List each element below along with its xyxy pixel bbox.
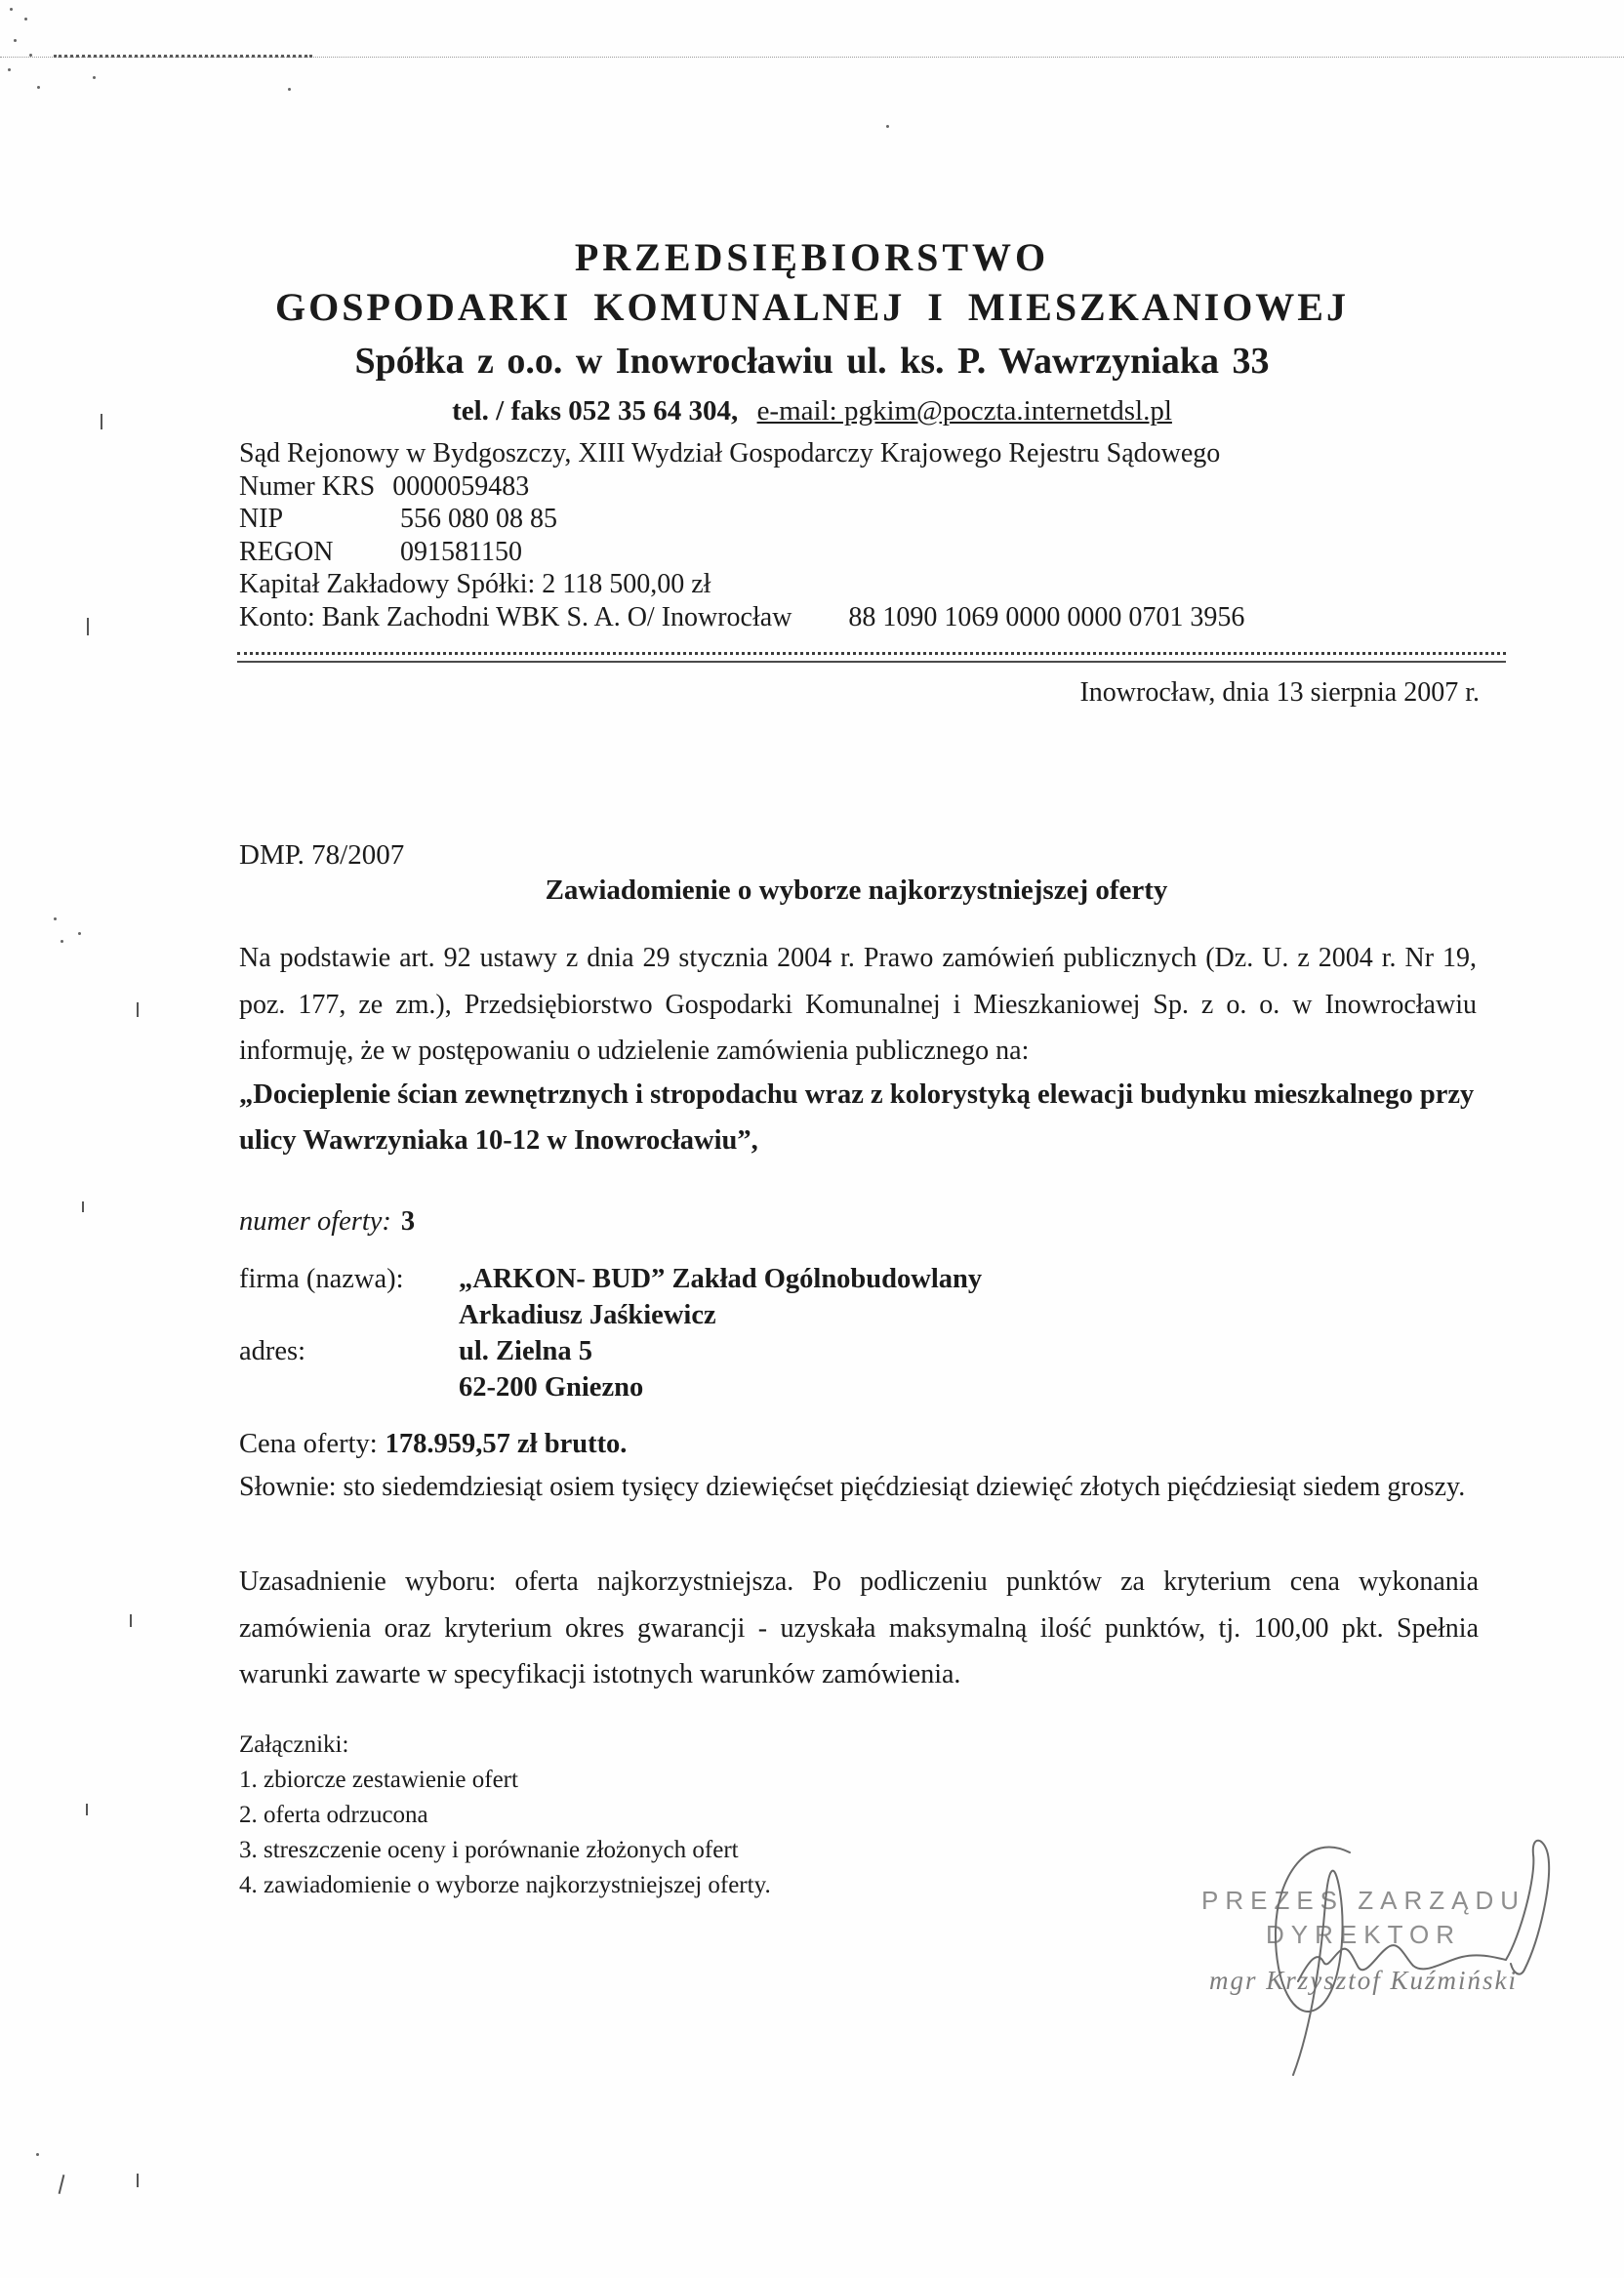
scan-artifact — [137, 2174, 139, 2187]
firm-label: firma (nazwa): — [239, 1264, 404, 1294]
company-address-line: Spółka z o.o. w Inowrocławiu ul. ks. P. Wawrzyniaka 33 — [354, 341, 1270, 382]
scan-artifact — [14, 39, 17, 42]
scan-artifact — [29, 54, 32, 57]
capital-line: Kapitał Zakładowy Spółki: 2 118 500,00 zł — [239, 569, 711, 599]
letterhead — [0, 234, 1624, 433]
court-line: Sąd Rejonowy w Bydgoszczy, XIII Wydział Gospodarczy Krajowego Rejestru Sądowego — [239, 438, 1221, 468]
price-in-words: Słownie: sto siedemdziesiąt osiem tysięcy dziewięćset pięćdziesiąt dziewięć złotych pięćdziesiąt siedem groszy. — [239, 1472, 1466, 1502]
address-row — [239, 1333, 1361, 1369]
attachment-item: 4. zawiadomienie o wyborze najkorzystniejszej oferty. — [239, 1872, 771, 1898]
scan-artifact — [59, 2175, 65, 2194]
email-address: e-mail: pgkim@poczta.internetdsl.pl — [756, 395, 1172, 427]
scan-artifact — [36, 2153, 39, 2156]
nip-value: 556 080 08 85 — [400, 504, 557, 534]
scan-artifact — [61, 940, 63, 943]
scan-artifact — [37, 86, 40, 89]
company-name-line1: PRZEDSIĘBIORSTWO — [574, 235, 1050, 279]
offer-number-line — [239, 1206, 415, 1238]
signature-block — [1103, 1823, 1624, 2160]
attachment-item: 2. oferta odrzucona — [239, 1802, 428, 1828]
scan-artifact — [82, 1201, 84, 1212]
scan-artifact — [886, 125, 889, 128]
intro-paragraph: Na podstawie art. 92 ustawy z dnia 29 stycznia 2004 r. Prawo zamówień publicznych (Dz. U. z 2004 r. Nr 19, poz. 177, ze zm.), Przedsiębiorstwo Gospodarki Komunalnej i Mieszkaniowej Sp. z o. o. w Inowrocławiu informuję, że w postępowaniu o udzielenie zamówienia publicznego na: — [239, 943, 1477, 1066]
attachments-label: Załączniki: — [239, 1731, 349, 1758]
place-and-date: Inowrocław, dnia 13 sierpnia 2007 r. — [1079, 677, 1480, 708]
scan-artifact — [93, 76, 96, 79]
contact-line — [0, 388, 1624, 433]
account-number: 88 1090 1069 0000 0000 0701 3956 — [848, 601, 1245, 632]
regon-value: 091581150 — [400, 536, 522, 567]
account-line — [239, 601, 1488, 634]
city-row — [239, 1369, 1361, 1405]
contract-subject: „Docieplenie ścian zewnętrznych i stropodachu wraz z kolorystyką elewacji budynku mieszkalnego przy ulicy Wawrzyniaka 10-12 w Inowrocławiu”, — [239, 1079, 1475, 1156]
address-street: ul. Zielna 5 — [459, 1336, 592, 1366]
company-name-line2: GOSPODARKI KOMUNALNEJ I MIESZKANIOWEJ — [275, 285, 1349, 329]
document-title: Zawiadomienie o wyborze najkorzystniejszej oferty — [545, 875, 1168, 906]
scan-artifact — [24, 18, 27, 20]
firm-name: „ARKON- BUD” Zakład Ogólnobudowlany — [459, 1264, 983, 1294]
winning-firm-block — [239, 1261, 1361, 1405]
selection-justification: Uzasadnienie wyboru: oferta najkorzystniejsza. Po podliczeniu punktów za kryterium cena wykonania zamówienia oraz kryterium okres gwarancji - uzyskała maksymalną ilość punktów, tj. 100,00 pkt. Spełnia warunki zawarte w specyfikacji istotnych warunków zamówienia. — [239, 1566, 1479, 1689]
price-value: 178.959,57 zł brutto. — [385, 1429, 628, 1459]
krs-line — [239, 470, 1488, 504]
dotted-rule — [237, 652, 1506, 663]
firm-person: Arkadiusz Jaśkiewicz — [459, 1300, 716, 1330]
scan-artifact — [87, 618, 89, 635]
phone-fax: tel. / faks 052 35 64 304, — [452, 395, 739, 427]
nip-label: NIP — [239, 504, 284, 534]
nip-line — [239, 503, 1488, 536]
address-city: 62-200 Gniezno — [459, 1372, 644, 1403]
scan-artifact — [8, 68, 11, 71]
attachment-item: 1. zbiorcze zestawienie ofert — [239, 1767, 518, 1793]
regon-line — [239, 536, 1488, 569]
scan-artifact — [54, 917, 57, 920]
scan-artifact — [78, 932, 81, 935]
firm-person-row — [239, 1297, 1361, 1333]
offer-number-value: 3 — [400, 1206, 416, 1237]
stamp-title-line1: PREZES ZARZĄDU — [1200, 1886, 1526, 1915]
scan-artifact — [137, 1002, 139, 1017]
attachments-block — [239, 1728, 771, 1903]
krs-value: 0000059483 — [392, 470, 530, 502]
stamp-title-line2: DYREKTOR — [1266, 1920, 1461, 1949]
registry-details — [239, 437, 1488, 633]
address-label: adres: — [239, 1336, 306, 1366]
attachment-item: 3. streszczenie oceny i porównanie złożonych ofert — [239, 1837, 739, 1863]
signer-name: mgr Krzysztof Kuźmiński — [1208, 1966, 1519, 1995]
scan-artifact — [54, 55, 312, 58]
scan-artifact — [10, 8, 13, 11]
krs-label: Numer KRS — [239, 470, 376, 502]
scan-artifact — [130, 1614, 132, 1627]
offer-number-label: numer oferty: — [239, 1206, 391, 1237]
handwritten-signature — [1103, 1823, 1624, 2160]
scan-artifact — [86, 1804, 88, 1815]
regon-label: REGON — [239, 536, 334, 567]
reference-number: DMP. 78/2007 — [239, 839, 405, 871]
firm-name-row — [239, 1261, 1361, 1297]
account-label: Konto: Bank Zachodni WBK S. A. O/ Inowrocław — [239, 601, 792, 632]
scan-artifact — [288, 88, 291, 91]
price-line — [239, 1429, 627, 1460]
price-label: Cena oferty: — [239, 1429, 378, 1459]
